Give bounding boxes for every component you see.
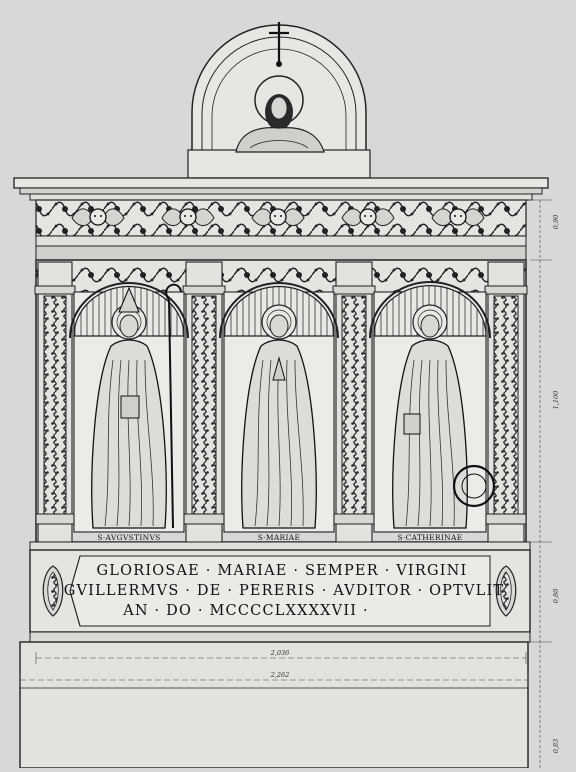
niche-mary: [220, 283, 338, 542]
cherub-icon: [432, 209, 484, 226]
cherub-icon: [72, 209, 124, 226]
dim-width-inner: 2,036: [270, 649, 290, 657]
niche-catherine: [370, 282, 494, 542]
pilaster-2: [183, 262, 225, 542]
cherub-icon: [252, 209, 304, 226]
inscription-line-3: AN · DO · MCCCCLXXXXVII ·: [123, 603, 369, 619]
pilaster-1: [35, 262, 75, 542]
dim-lower-band: 0,80: [552, 588, 560, 604]
pilaster-3: [333, 262, 375, 542]
niche-augustine: [70, 283, 188, 542]
pilaster-4: [485, 262, 527, 542]
base: [20, 642, 528, 768]
cherub-icon: [162, 209, 214, 226]
niches: [70, 282, 494, 542]
saint-caption-augustine: S·AVGVSTINVS: [97, 533, 161, 542]
saint-caption-catherine: S·CATHERINAE: [397, 533, 463, 542]
cherub-icon: [342, 209, 394, 226]
dim-width-outer: 2,262: [270, 671, 290, 679]
inscription-line-2: GVILLERMVS · DE · PERERIS · AVDITOR · OPTVLIT: [63, 583, 505, 599]
dim-base: 0,83: [552, 738, 560, 754]
saint-caption-mary: S·MARIAE: [257, 533, 301, 542]
dim-middle: 1,100: [552, 390, 560, 410]
inscription-line-1: GLORIOSAE · MARIAE · SEMPER · VIRGINI: [96, 563, 468, 579]
dim-top-band: 0,90: [552, 214, 560, 230]
